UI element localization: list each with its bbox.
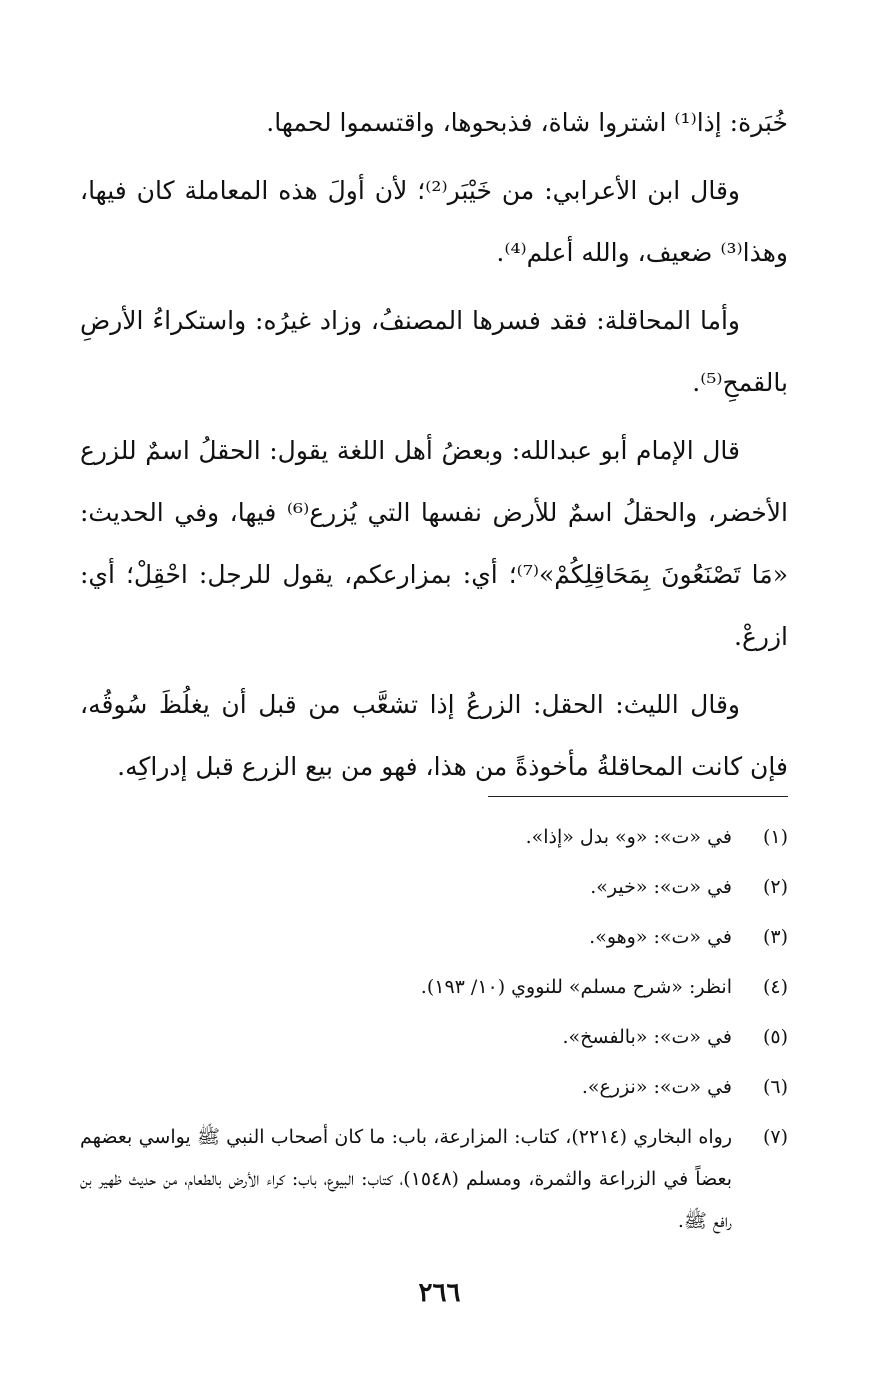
footnote-3	[80, 912, 788, 962]
footnote-number: (٢)	[762, 876, 788, 898]
footnote-number: (٣)	[762, 926, 788, 948]
footnote-2	[80, 862, 788, 912]
footnote-number: (٤)	[762, 976, 788, 998]
paragraph-1: خُبَرة: إذا⁽¹⁾ اشتروا شاة، فذبحوها، واقتسموا لحمها.	[266, 108, 788, 137]
paragraph-2: وقال ابن الأعرابي: من خَيْبَر⁽²⁾؛ لأن أولَ هذه المعاملة كان فيها، وهذا⁽³⁾ ضعيف، والله أعلم⁽⁴⁾.	[80, 176, 788, 267]
footnote-number: (٧)	[762, 1126, 788, 1148]
footnote-text: في «ت»: «بالفسخ».	[562, 1026, 732, 1048]
footnote-text: في «ت»: «و» بدل «إذا».	[525, 826, 732, 848]
footnote-1	[80, 812, 788, 862]
main-text	[80, 92, 788, 804]
footnote-number: (٦)	[762, 1076, 788, 1098]
footnote-separator	[488, 796, 788, 797]
page-number: ٢٦٦	[418, 1278, 461, 1308]
footnotes	[80, 812, 788, 1242]
paragraph-4: قال الإمام أبو عبدالله: وبعضُ أهل اللغة يقول: الحقلُ اسمٌ للزرع الأخضر، والحقلُ اسمٌ للأرض نفسها التي يُزرع⁽⁶⁾ فيها، وفي الحديث: «مَا تَصْنَعُونَ بِمَحَاقِلِكُمْ»⁽⁷⁾؛ أي: بمزارعكم، يقول للرجل: احْقِلْ؛ أي: ازرعْ.	[80, 436, 788, 651]
footnote-text: في «ت»: «وهو».	[589, 926, 732, 948]
footnote-7	[80, 1112, 788, 1242]
paragraph-5: وقال الليث: الحقل: الزرعُ إذا تشعَّب من قبل أن يغلُظَ سُوقُه، فإن كانت المحاقلةُ مأخوذةً من هذا، فهو من بيع الزرع قبل إدراكِه.	[80, 690, 788, 781]
footnote-5	[80, 1012, 788, 1062]
paragraph-3: وأما المحاقلة: فقد فسرها المصنفُ، وزاد غيرُه: واستكراءُ الأرضِ بالقمحِ⁽⁵⁾.	[80, 306, 788, 397]
footnote-6	[80, 1062, 788, 1112]
footnote-text: في «ت»: «نزرع».	[581, 1076, 732, 1098]
footnote-number: (١)	[762, 826, 788, 848]
footnote-text: في «ت»: «خير».	[590, 876, 732, 898]
footnote-text: رواه البخاري (٢٢١٤)، كتاب: المزارعة، باب: ما كان أصحاب النبي ﷺ يواسي بعضهم بعضاً في الزراعة والثمرة، ومسلم (١٥٤٨)، كتاب: البيوع، باب: كراء الأرض بالطعام، من حديث ظهير بن رافع ﷺ.	[80, 1126, 732, 1232]
footnote-number: (٥)	[762, 1026, 788, 1048]
footnote-4	[80, 962, 788, 1012]
footnote-text: انظر: «شرح مسلم» للنووي (١٠/ ١٩٣).	[420, 976, 732, 998]
